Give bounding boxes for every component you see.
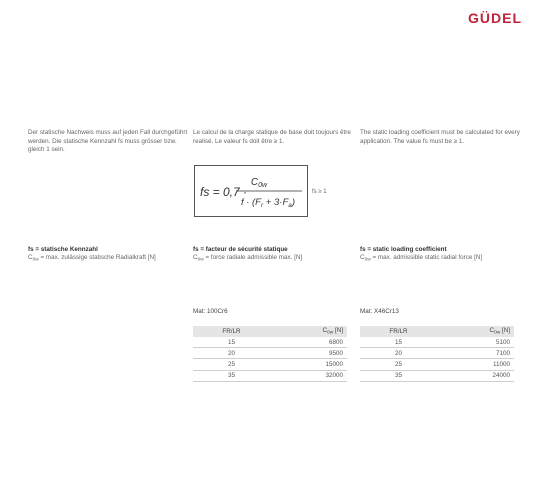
table-cell: 25: [193, 359, 270, 370]
intro-text-en: The static loading coefficient must be calculated for every application. The value fs must be ≥ 1.: [360, 129, 520, 145]
table-row: [360, 370, 514, 381]
formula: [195, 166, 307, 216]
c0w-subscript: 0w: [364, 257, 371, 263]
intro-text-de: Der statische Nachweis muss auf jeden Fall durchgeführt werden. Die statische Kennzahl fs muss grösser bzw. gleich 1 sein.: [28, 129, 188, 154]
table-cell: 5100: [437, 337, 514, 348]
table-row: [360, 348, 514, 359]
table-row: [193, 348, 347, 359]
c0w-description: = force radiale admissible max. [N]: [203, 254, 303, 262]
c0w-subscript: 0w: [197, 257, 204, 263]
c0w-symbol: C: [193, 254, 198, 262]
c0w-subscript: 0w: [32, 257, 39, 263]
table-cell: 6800: [270, 337, 347, 348]
table-cell: 25: [360, 359, 437, 370]
formula-box: [194, 165, 308, 217]
load-table: [193, 326, 347, 382]
column-header-frlr: FR/LR: [360, 326, 437, 337]
formula-numerator: $C_{0w}$: [250, 177, 268, 189]
c0w-description: = max. admissible static radial force [N]: [370, 254, 483, 262]
c0w-description: = max. zulässige statische Radialkraft [N]: [38, 254, 156, 262]
definition-en: [360, 246, 525, 265]
c0w-symbol: C: [360, 254, 365, 262]
table-cell: 15: [360, 337, 437, 348]
table-cell: 9500: [270, 348, 347, 359]
table-cell: 11000: [437, 359, 514, 370]
table-cell: 20: [193, 348, 270, 359]
table-header-row: [360, 326, 514, 337]
material-label: Mat: 100Cr6: [193, 308, 228, 315]
c0w-symbol: C: [28, 254, 33, 262]
table-cell: 15: [193, 337, 270, 348]
table-cell: 24000: [437, 370, 514, 381]
table-cell: 15000: [270, 359, 347, 370]
table-row: [360, 337, 514, 348]
formula-condition: fs ≥ 1: [312, 189, 327, 195]
formula-denominator: $f \cdot (F_r + 3\cdot F_a)$: [240, 197, 296, 209]
table-cell: 7100: [437, 348, 514, 359]
table-row: [193, 337, 347, 348]
table-cell: 35: [360, 370, 437, 381]
column-header-frlr: FR/LR: [193, 326, 270, 337]
definition-term: fs = facteur de sécurité statique: [193, 246, 288, 253]
definition-de: [28, 246, 193, 265]
table-header-row: [193, 326, 347, 337]
definition-fr: [193, 246, 358, 265]
table-row: [193, 370, 347, 381]
material-label: Mat: X46Cr13: [360, 308, 399, 315]
brand-logo: GÜDEL: [468, 10, 522, 26]
column-header-c0w: $C_{0w}$ [N]: [437, 326, 514, 337]
column-header-c0w: $C_{0w}$ [N]: [270, 326, 347, 337]
table-cell: 32000: [270, 370, 347, 381]
table-row: [193, 359, 347, 370]
formula-lhs: fs = 0,7 ·: [200, 185, 248, 199]
intro-text-fr: Le calcul de la charge statique de base doit toujours être realisé. Le valeur fs doit être ≥ 1.: [193, 129, 351, 145]
table-cell: 35: [193, 370, 270, 381]
definition-term: fs = statische Kennzahl: [28, 246, 98, 253]
load-table: [360, 326, 514, 382]
table-row: [360, 359, 514, 370]
definition-term: fs = static loading coefficient: [360, 246, 447, 253]
table-cell: 20: [360, 348, 437, 359]
